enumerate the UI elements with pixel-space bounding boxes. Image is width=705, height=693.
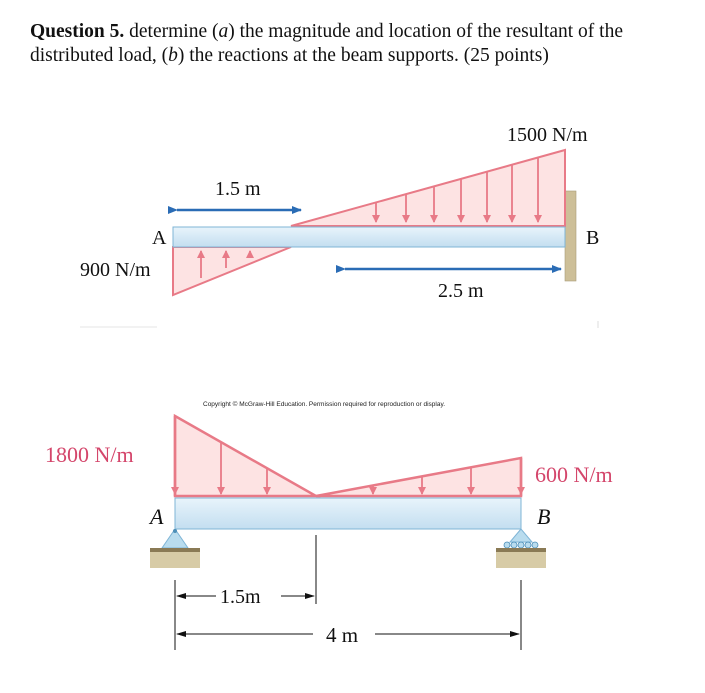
ground-b [496,552,546,568]
fixed-wall-b [565,191,576,281]
support-label-b: B [586,227,600,249]
copyright-notice: Copyright © McGraw-Hill Education. Permission required for reproduction or display. [203,401,446,408]
question-number: Question 5. [30,21,125,42]
dim-label-1-5m-2: 1.5m [220,586,261,608]
beam-1 [173,227,565,247]
figure2 [45,416,613,650]
load-triangle-left [175,416,316,496]
rollers [504,542,538,548]
dim-label-4m: 4 m [326,623,359,647]
load-triangle-upward [173,247,291,295]
figure1 [80,124,599,328]
support-label-a: A [152,227,167,249]
load-label-600: 600 N/m [535,462,613,487]
load-label-1800: 1800 N/m [45,442,134,467]
load-triangle-right [316,458,521,496]
beam-2 [175,498,521,529]
dim-label-2-5m: 2.5 m [438,280,484,302]
load-triangle-downward [291,150,565,226]
support-label-b-2: B [537,504,551,529]
load-label-900: 900 N/m [80,259,151,281]
load-label-1500: 1500 N/m [507,124,588,146]
dim-label-1-5m: 1.5 m [215,178,261,200]
support-label-a-2: A [150,504,164,529]
question-text: Question 5. determine (a) the magnitude and location of the resultant of the distributed load, (b) the reactions at the beam supports. (25 points) [30,21,623,66]
roller-support-b [510,529,532,542]
ground-a [150,552,200,568]
